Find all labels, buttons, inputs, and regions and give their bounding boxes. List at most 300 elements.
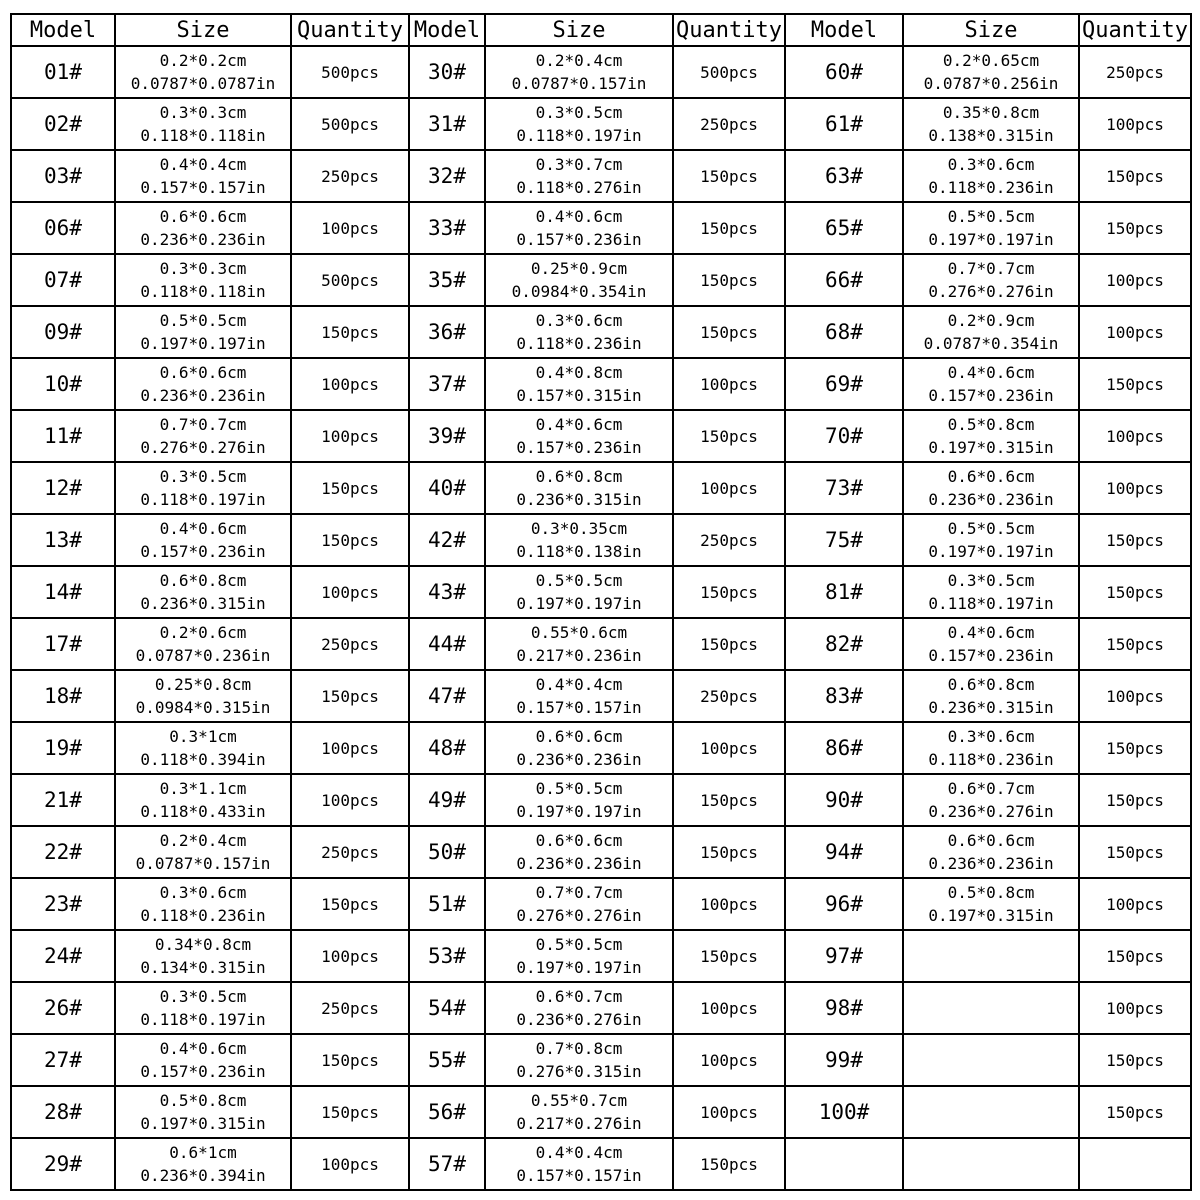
size-in: 0.236*0.315in — [140, 594, 266, 613]
size-cell — [903, 982, 1079, 1034]
size-cm: 0.3*0.6cm — [947, 727, 1035, 746]
size-cell — [903, 1086, 1079, 1138]
size-in: 0.118*0.236in — [928, 178, 1054, 197]
size-cm: 0.2*0.9cm — [947, 311, 1035, 330]
table-row — [11, 462, 1191, 514]
size-cm: 0.2*0.6cm — [159, 623, 247, 642]
model-cell: 02# — [11, 98, 115, 150]
size-in: 0.276*0.276in — [516, 906, 642, 925]
model-cell: 82# — [785, 618, 903, 670]
size-cell — [903, 1034, 1079, 1086]
quantity-cell: 150pcs — [673, 826, 785, 878]
quantity-cell: 150pcs — [1079, 202, 1191, 254]
size-cell — [485, 358, 673, 410]
size-cm: 0.5*0.5cm — [535, 571, 623, 590]
quantity-cell: 250pcs — [673, 670, 785, 722]
size-in: 0.197*0.197in — [516, 802, 642, 821]
size-cell — [115, 566, 291, 618]
model-cell: 66# — [785, 254, 903, 306]
model-cell: 53# — [409, 930, 485, 982]
table-row — [11, 358, 1191, 410]
column-header-model-3: Model — [785, 14, 903, 46]
size-cm: 0.6*0.6cm — [947, 467, 1035, 486]
size-cm: 0.55*0.7cm — [530, 1091, 628, 1110]
model-cell: 39# — [409, 410, 485, 462]
size-cell — [903, 1138, 1079, 1190]
size-cm: 0.6*0.7cm — [535, 987, 623, 1006]
quantity-cell: 100pcs — [1079, 410, 1191, 462]
size-cell — [903, 202, 1079, 254]
quantity-cell: 150pcs — [673, 566, 785, 618]
size-cm: 0.3*0.35cm — [530, 519, 628, 538]
table-row — [11, 670, 1191, 722]
quantity-cell: 150pcs — [1079, 1086, 1191, 1138]
quantity-cell: 250pcs — [291, 982, 409, 1034]
size-in: 0.236*0.315in — [928, 698, 1054, 717]
quantity-cell: 100pcs — [673, 358, 785, 410]
table-row — [11, 722, 1191, 774]
quantity-cell: 150pcs — [1079, 930, 1191, 982]
size-in: 0.197*0.315in — [928, 906, 1054, 925]
quantity-cell: 250pcs — [673, 98, 785, 150]
size-cm: 0.6*0.6cm — [159, 207, 247, 226]
size-cell — [115, 982, 291, 1034]
model-cell: 24# — [11, 930, 115, 982]
model-cell: 06# — [11, 202, 115, 254]
quantity-cell: 100pcs — [673, 722, 785, 774]
size-cm: 0.4*0.6cm — [159, 519, 247, 538]
size-cell — [485, 202, 673, 254]
size-in: 0.0984*0.354in — [511, 282, 647, 301]
size-in: 0.276*0.315in — [516, 1062, 642, 1081]
size-cell — [903, 566, 1079, 618]
size-cell — [115, 306, 291, 358]
model-cell: 83# — [785, 670, 903, 722]
model-cell: 90# — [785, 774, 903, 826]
quantity-cell: 150pcs — [291, 306, 409, 358]
quantity-cell: 100pcs — [673, 1034, 785, 1086]
size-cm: 0.7*0.7cm — [159, 415, 247, 434]
size-cm: 0.5*0.5cm — [535, 779, 623, 798]
size-cell — [903, 722, 1079, 774]
size-cell — [485, 1086, 673, 1138]
size-cm: 0.6*0.6cm — [535, 727, 623, 746]
size-cell — [903, 826, 1079, 878]
size-in: 0.0984*0.315in — [135, 698, 271, 717]
size-cm: 0.6*0.8cm — [947, 675, 1035, 694]
model-cell: 19# — [11, 722, 115, 774]
quantity-cell: 100pcs — [1079, 982, 1191, 1034]
size-in: 0.236*0.394in — [140, 1166, 266, 1185]
size-cm: 0.5*0.8cm — [947, 415, 1035, 434]
model-cell: 23# — [11, 878, 115, 930]
size-cm: 0.4*0.4cm — [535, 675, 623, 694]
column-header-quantity-1: Quantity — [291, 14, 409, 46]
size-cell — [903, 462, 1079, 514]
model-cell: 11# — [11, 410, 115, 462]
size-in: 0.157*0.315in — [516, 386, 642, 405]
size-in: 0.197*0.315in — [928, 438, 1054, 457]
size-in: 0.236*0.236in — [140, 386, 266, 405]
size-cell — [903, 254, 1079, 306]
model-cell: 73# — [785, 462, 903, 514]
size-cm: 0.4*0.8cm — [535, 363, 623, 382]
model-cell: 63# — [785, 150, 903, 202]
quantity-cell: 150pcs — [291, 1034, 409, 1086]
quantity-cell: 100pcs — [291, 1138, 409, 1190]
size-in: 0.236*0.236in — [516, 750, 642, 769]
quantity-cell: 150pcs — [673, 930, 785, 982]
size-cell — [115, 410, 291, 462]
model-cell: 69# — [785, 358, 903, 410]
size-cm: 0.3*1.1cm — [159, 779, 247, 798]
size-cell — [115, 1138, 291, 1190]
column-header-model-1: Model — [11, 14, 115, 46]
size-cell — [115, 150, 291, 202]
size-in: 0.157*0.157in — [516, 1166, 642, 1185]
model-cell — [785, 1138, 903, 1190]
quantity-cell: 150pcs — [1079, 722, 1191, 774]
model-cell: 94# — [785, 826, 903, 878]
size-in: 0.197*0.197in — [516, 594, 642, 613]
size-cell — [485, 566, 673, 618]
column-header-quantity-3: Quantity — [1079, 14, 1191, 46]
model-cell: 98# — [785, 982, 903, 1034]
size-in: 0.276*0.276in — [928, 282, 1054, 301]
size-cm: 0.7*0.7cm — [947, 259, 1035, 278]
model-cell: 60# — [785, 46, 903, 98]
size-in: 0.157*0.236in — [928, 386, 1054, 405]
quantity-cell: 150pcs — [1079, 826, 1191, 878]
size-cm: 0.25*0.9cm — [530, 259, 628, 278]
size-cell — [903, 358, 1079, 410]
size-in: 0.236*0.236in — [928, 854, 1054, 873]
size-in: 0.118*0.276in — [516, 178, 642, 197]
size-in: 0.157*0.236in — [140, 542, 266, 561]
quantity-cell: 100pcs — [1079, 306, 1191, 358]
size-in: 0.236*0.236in — [140, 230, 266, 249]
size-cm: 0.4*0.4cm — [535, 1143, 623, 1162]
quantity-cell: 100pcs — [1079, 98, 1191, 150]
model-cell: 12# — [11, 462, 115, 514]
size-in: 0.236*0.315in — [516, 490, 642, 509]
model-cell: 81# — [785, 566, 903, 618]
model-cell: 56# — [409, 1086, 485, 1138]
table-row — [11, 774, 1191, 826]
table-row — [11, 1034, 1191, 1086]
size-cm: 0.3*0.3cm — [159, 259, 247, 278]
column-header-size-3: Size — [903, 14, 1079, 46]
model-cell: 50# — [409, 826, 485, 878]
model-cell: 57# — [409, 1138, 485, 1190]
size-in: 0.118*0.236in — [516, 334, 642, 353]
model-cell: 65# — [785, 202, 903, 254]
quantity-cell: 100pcs — [291, 410, 409, 462]
size-cell — [115, 358, 291, 410]
model-cell: 75# — [785, 514, 903, 566]
model-cell: 14# — [11, 566, 115, 618]
size-cm: 0.6*0.6cm — [535, 831, 623, 850]
model-cell: 27# — [11, 1034, 115, 1086]
model-cell: 99# — [785, 1034, 903, 1086]
size-cm: 0.3*1cm — [169, 727, 237, 746]
size-cm: 0.3*0.5cm — [159, 467, 247, 486]
size-cell — [485, 462, 673, 514]
quantity-cell: 100pcs — [291, 930, 409, 982]
size-cell — [903, 98, 1079, 150]
size-cm: 0.55*0.6cm — [530, 623, 628, 642]
table-row — [11, 566, 1191, 618]
size-cm: 0.4*0.6cm — [947, 623, 1035, 642]
size-cm: 0.4*0.6cm — [535, 207, 623, 226]
quantity-cell: 150pcs — [1079, 618, 1191, 670]
model-cell: 32# — [409, 150, 485, 202]
size-cm: 0.3*0.5cm — [159, 987, 247, 1006]
size-in: 0.236*0.236in — [928, 490, 1054, 509]
quantity-cell: 150pcs — [673, 774, 785, 826]
size-cell — [115, 1086, 291, 1138]
size-cell — [115, 1034, 291, 1086]
size-cell — [485, 826, 673, 878]
size-in: 0.236*0.276in — [928, 802, 1054, 821]
size-cell — [485, 254, 673, 306]
size-in: 0.236*0.276in — [516, 1010, 642, 1029]
quantity-cell: 150pcs — [1079, 1034, 1191, 1086]
model-cell: 51# — [409, 878, 485, 930]
size-cell — [485, 618, 673, 670]
size-cm: 0.3*0.6cm — [159, 883, 247, 902]
table-row — [11, 1138, 1191, 1190]
size-in: 0.0787*0.157in — [135, 854, 271, 873]
table-row — [11, 930, 1191, 982]
quantity-cell: 100pcs — [1079, 670, 1191, 722]
model-cell: 10# — [11, 358, 115, 410]
size-in: 0.0787*0.0787in — [130, 74, 276, 93]
quantity-cell: 250pcs — [291, 618, 409, 670]
size-cell — [485, 306, 673, 358]
size-cell — [485, 410, 673, 462]
table-row — [11, 826, 1191, 878]
size-in: 0.134*0.315in — [140, 958, 266, 977]
quantity-cell: 100pcs — [1079, 878, 1191, 930]
size-cell — [485, 670, 673, 722]
quantity-cell: 150pcs — [291, 462, 409, 514]
size-cell — [903, 514, 1079, 566]
size-cell — [485, 774, 673, 826]
size-cell — [903, 46, 1079, 98]
model-cell: 33# — [409, 202, 485, 254]
size-cell — [115, 930, 291, 982]
size-cell — [115, 98, 291, 150]
quantity-cell: 250pcs — [291, 150, 409, 202]
table-body — [11, 46, 1191, 1190]
size-cell — [485, 150, 673, 202]
size-cm: 0.6*1cm — [169, 1143, 237, 1162]
size-in: 0.0787*0.354in — [923, 334, 1059, 353]
size-in: 0.217*0.236in — [516, 646, 642, 665]
size-cm: 0.5*0.5cm — [947, 519, 1035, 538]
size-cell — [115, 618, 291, 670]
model-cell: 35# — [409, 254, 485, 306]
size-cell — [485, 878, 673, 930]
size-in: 0.118*0.236in — [928, 750, 1054, 769]
size-cm: 0.5*0.8cm — [159, 1091, 247, 1110]
size-cm: 0.35*0.8cm — [942, 103, 1040, 122]
model-cell: 55# — [409, 1034, 485, 1086]
model-cell: 47# — [409, 670, 485, 722]
size-in: 0.197*0.197in — [516, 958, 642, 977]
size-cm: 0.4*0.6cm — [159, 1039, 247, 1058]
size-cm: 0.6*0.8cm — [159, 571, 247, 590]
size-cm: 0.3*0.7cm — [535, 155, 623, 174]
size-cm: 0.6*0.7cm — [947, 779, 1035, 798]
column-header-size-1: Size — [115, 14, 291, 46]
size-cell — [903, 150, 1079, 202]
column-header-model-2: Model — [409, 14, 485, 46]
table-row — [11, 202, 1191, 254]
model-cell: 70# — [785, 410, 903, 462]
size-cell — [115, 46, 291, 98]
size-in: 0.157*0.157in — [516, 698, 642, 717]
size-cell — [115, 774, 291, 826]
size-in: 0.197*0.197in — [140, 334, 266, 353]
table-row — [11, 514, 1191, 566]
size-cell — [485, 514, 673, 566]
quantity-cell: 100pcs — [291, 722, 409, 774]
model-cell: 17# — [11, 618, 115, 670]
table-row — [11, 618, 1191, 670]
size-cell — [485, 930, 673, 982]
quantity-cell: 100pcs — [673, 982, 785, 1034]
size-in: 0.197*0.197in — [928, 230, 1054, 249]
size-cm: 0.3*0.3cm — [159, 103, 247, 122]
size-cm: 0.3*0.5cm — [947, 571, 1035, 590]
size-cell — [485, 1138, 673, 1190]
size-cm: 0.34*0.8cm — [154, 935, 252, 954]
size-cm: 0.5*0.5cm — [535, 935, 623, 954]
size-cell — [903, 930, 1079, 982]
quantity-cell: 150pcs — [1079, 774, 1191, 826]
size-in: 0.0787*0.236in — [135, 646, 271, 665]
model-cell: 03# — [11, 150, 115, 202]
quantity-cell: 150pcs — [673, 150, 785, 202]
size-in: 0.138*0.315in — [928, 126, 1054, 145]
size-cm: 0.6*0.6cm — [159, 363, 247, 382]
size-cell — [485, 982, 673, 1034]
size-cm: 0.4*0.6cm — [535, 415, 623, 434]
quantity-cell: 100pcs — [291, 566, 409, 618]
size-in: 0.118*0.118in — [140, 126, 266, 145]
size-in: 0.118*0.433in — [140, 802, 266, 821]
size-cell — [903, 878, 1079, 930]
quantity-cell: 150pcs — [1079, 514, 1191, 566]
size-in: 0.118*0.197in — [928, 594, 1054, 613]
size-cell — [115, 670, 291, 722]
model-cell: 97# — [785, 930, 903, 982]
model-cell: 29# — [11, 1138, 115, 1190]
quantity-cell: 150pcs — [673, 254, 785, 306]
table-row — [11, 46, 1191, 98]
size-in: 0.217*0.276in — [516, 1114, 642, 1133]
size-in: 0.197*0.197in — [928, 542, 1054, 561]
table-row — [11, 98, 1191, 150]
model-cell: 26# — [11, 982, 115, 1034]
quantity-cell: 150pcs — [1079, 150, 1191, 202]
size-cell — [903, 306, 1079, 358]
quantity-cell — [1079, 1138, 1191, 1190]
size-cm: 0.6*0.6cm — [947, 831, 1035, 850]
quantity-cell: 150pcs — [291, 1086, 409, 1138]
size-cm: 0.6*0.8cm — [535, 467, 623, 486]
quantity-cell: 100pcs — [291, 774, 409, 826]
size-in: 0.236*0.236in — [516, 854, 642, 873]
size-in: 0.197*0.315in — [140, 1114, 266, 1133]
model-cell: 22# — [11, 826, 115, 878]
size-cell — [115, 514, 291, 566]
model-cell: 43# — [409, 566, 485, 618]
size-cell — [115, 254, 291, 306]
size-in: 0.118*0.118in — [140, 282, 266, 301]
quantity-cell: 100pcs — [673, 878, 785, 930]
model-cell: 09# — [11, 306, 115, 358]
model-cell: 54# — [409, 982, 485, 1034]
model-cell: 42# — [409, 514, 485, 566]
model-cell: 40# — [409, 462, 485, 514]
model-cell: 01# — [11, 46, 115, 98]
quantity-cell: 150pcs — [1079, 566, 1191, 618]
table-row — [11, 306, 1191, 358]
size-cell — [485, 98, 673, 150]
model-cell: 44# — [409, 618, 485, 670]
quantity-cell: 500pcs — [291, 254, 409, 306]
size-in: 0.118*0.197in — [140, 1010, 266, 1029]
size-in: 0.0787*0.157in — [511, 74, 647, 93]
size-cm: 0.25*0.8cm — [154, 675, 252, 694]
size-cm: 0.2*0.65cm — [942, 51, 1040, 70]
size-cm: 0.4*0.4cm — [159, 155, 247, 174]
table-row — [11, 410, 1191, 462]
table-row — [11, 878, 1191, 930]
quantity-cell: 150pcs — [673, 1138, 785, 1190]
size-cell — [903, 410, 1079, 462]
quantity-cell: 150pcs — [673, 618, 785, 670]
size-in: 0.118*0.138in — [516, 542, 642, 561]
header-row — [11, 14, 1191, 46]
model-cell: 13# — [11, 514, 115, 566]
size-cm: 0.7*0.8cm — [535, 1039, 623, 1058]
size-in: 0.157*0.236in — [516, 438, 642, 457]
quantity-cell: 150pcs — [1079, 358, 1191, 410]
model-cell: 07# — [11, 254, 115, 306]
table-row — [11, 982, 1191, 1034]
size-cell — [115, 826, 291, 878]
model-cell: 31# — [409, 98, 485, 150]
size-cm: 0.5*0.8cm — [947, 883, 1035, 902]
size-cell — [903, 774, 1079, 826]
table-row — [11, 254, 1191, 306]
quantity-cell: 150pcs — [673, 410, 785, 462]
size-cm: 0.3*0.6cm — [947, 155, 1035, 174]
size-cm: 0.2*0.2cm — [159, 51, 247, 70]
quantity-cell: 500pcs — [673, 46, 785, 98]
quantity-cell: 150pcs — [673, 202, 785, 254]
column-header-quantity-2: Quantity — [673, 14, 785, 46]
quantity-cell: 150pcs — [291, 670, 409, 722]
model-cell: 49# — [409, 774, 485, 826]
quantity-cell: 250pcs — [673, 514, 785, 566]
size-in: 0.276*0.276in — [140, 438, 266, 457]
quantity-cell: 100pcs — [673, 462, 785, 514]
